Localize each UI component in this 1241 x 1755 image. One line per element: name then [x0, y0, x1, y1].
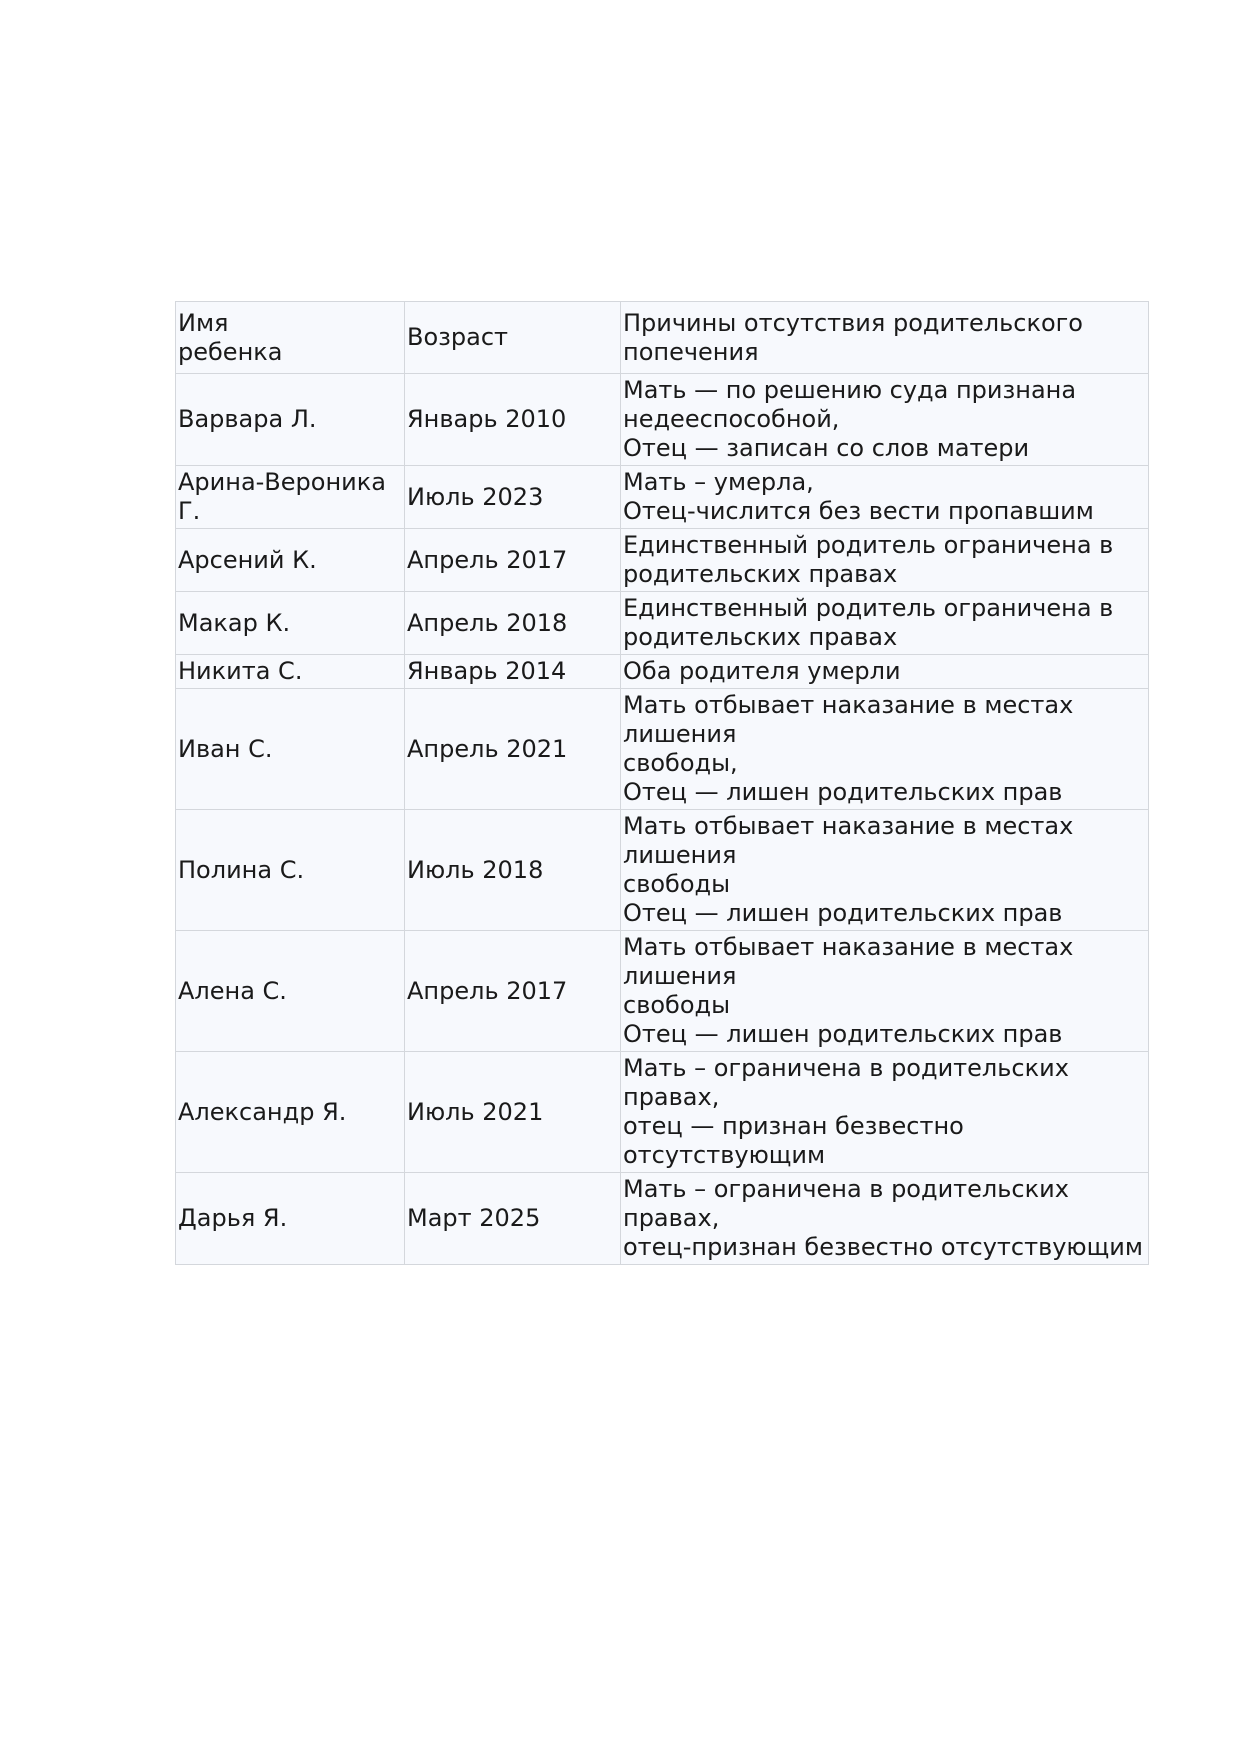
cell-age: Январь 2014 [405, 655, 621, 689]
cell-reason: Мать – ограничена в родительских правах, отец-признан безвестно отсутствующим [621, 1173, 1149, 1265]
table-row [176, 1052, 1149, 1173]
table-row [176, 689, 1149, 810]
cell-reason: Мать — по решению суда признана недееспособной, Отец — записан со слов матери [621, 374, 1149, 466]
header-reason: Причины отсутствия родительского попечения [621, 302, 1149, 374]
cell-reason: Единственный родитель ограничена в родительских правах [621, 529, 1149, 592]
cell-name: Никита С. [176, 655, 405, 689]
cell-reason: Оба родителя умерли [621, 655, 1149, 689]
cell-age: Апрель 2018 [405, 592, 621, 655]
table-row [176, 931, 1149, 1052]
cell-reason: Мать отбывает наказание в местах лишения свободы Отец — лишен родительских прав [621, 810, 1149, 931]
cell-name: Алена С. [176, 931, 405, 1052]
cell-age: Июль 2018 [405, 810, 621, 931]
cell-name: Дарья Я. [176, 1173, 405, 1265]
children-table [175, 301, 1149, 1265]
cell-name: Макар К. [176, 592, 405, 655]
table-row [176, 466, 1149, 529]
cell-age: Январь 2010 [405, 374, 621, 466]
cell-name: Арсений К. [176, 529, 405, 592]
cell-age: Март 2025 [405, 1173, 621, 1265]
cell-reason: Единственный родитель ограничена в родительских правах [621, 592, 1149, 655]
cell-name: Варвара Л. [176, 374, 405, 466]
table-row [176, 529, 1149, 592]
cell-age: Апрель 2017 [405, 529, 621, 592]
cell-name: Александр Я. [176, 1052, 405, 1173]
table-row [176, 655, 1149, 689]
cell-reason: Мать – ограничена в родительских правах, отец — признан безвестно отсутствующим [621, 1052, 1149, 1173]
cell-name: Иван С. [176, 689, 405, 810]
cell-age: Июль 2021 [405, 1052, 621, 1173]
header-age: Возраст [405, 302, 621, 374]
table-row [176, 1173, 1149, 1265]
cell-name: Полина С. [176, 810, 405, 931]
table-row [176, 810, 1149, 931]
cell-age: Июль 2023 [405, 466, 621, 529]
cell-age: Апрель 2021 [405, 689, 621, 810]
table-row [176, 374, 1149, 466]
table-header-row [176, 302, 1149, 374]
cell-name: Арина-Вероника Г. [176, 466, 405, 529]
cell-reason: Мать отбывает наказание в местах лишения свободы, Отец — лишен родительских прав [621, 689, 1149, 810]
cell-age: Апрель 2017 [405, 931, 621, 1052]
header-name: Имя ребенка [176, 302, 405, 374]
cell-reason: Мать отбывает наказание в местах лишения свободы Отец — лишен родительских прав [621, 931, 1149, 1052]
table-row [176, 592, 1149, 655]
cell-reason: Мать – умерла, Отец-числится без вести пропавшим [621, 466, 1149, 529]
